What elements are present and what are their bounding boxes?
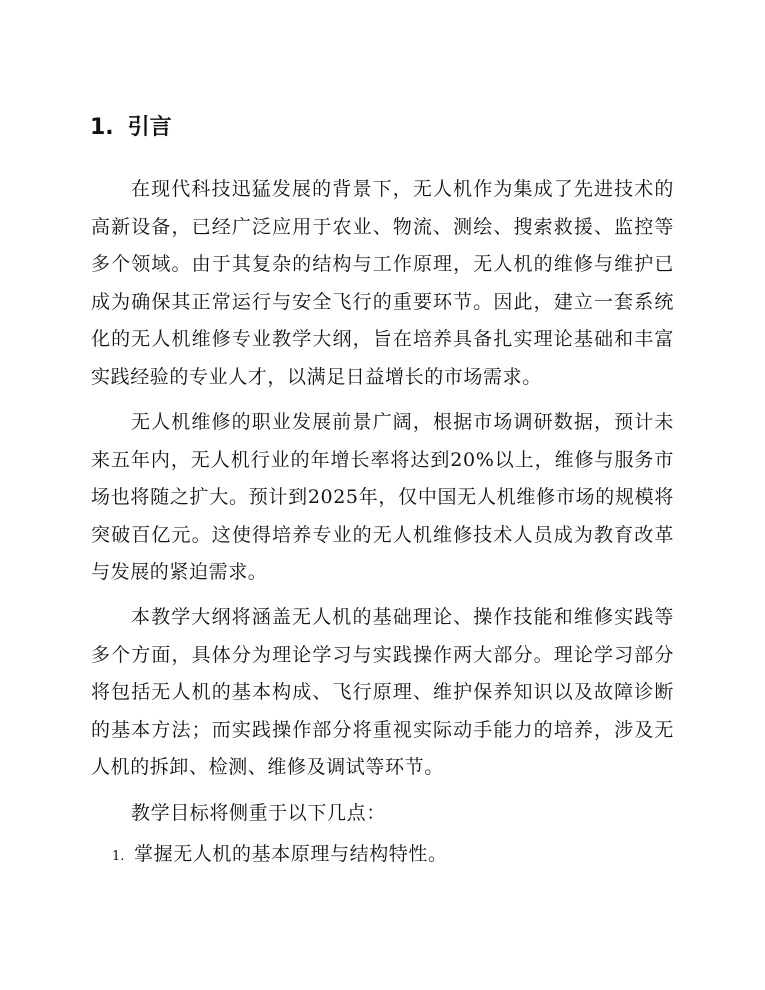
section-title: 引言 (127, 115, 172, 140)
section-number: 1. (90, 115, 114, 140)
paragraph-career-prospects: 无人机维修的职业发展前景广阔，根据市场调研数据，预计未来五年内，无人机行业的年增长率将达到20%以上，维修与服务市场也将随之扩大。预计到2025年，仅中国无人机维修市场的规模将突破百亿元。这使得培养专业的无人机维修技术人员成为教育改革与发展的紧迫需求。 (91, 411, 674, 583)
paragraph-background: 在现代科技迅猛发展的背景下，无人机作为集成了先进技术的高新设备，已经广泛应用于农业、物流、测绘、搜索救援、监控等多个领域。由于其复杂的结构与工作原理，无人机的维修与维护已成为确保其正常运行与安全飞行的重要环节。因此，建立一套系统化的无人机维修专业教学大纲，旨在培养具备扎实理论基础和丰富实践经验的专业人才，以满足日益增长的市场需求。 (91, 178, 674, 388)
paragraph-teaching-goals-intro: 教学目标将侧重于以下几点： (131, 802, 386, 824)
list-item (112, 836, 448, 876)
list-item-marker: 1. (112, 849, 125, 864)
paragraph-syllabus-scope: 本教学大纲将涵盖无人机的基础理论、操作技能和维修实践等多个方面，具体分为理论学习与实践操作两大部分。理论学习部分将包括无人机的基本构成、飞行原理、维护保养知识以及故障诊断的基本方法；而实践操作部分将重视实际动手能力的培养，涉及无人机的拆卸、检测、维修及调试等环节。 (91, 606, 674, 778)
section-heading (90, 112, 172, 144)
list-item-text: 掌握无人机的基本原理与结构特性。 (134, 843, 448, 865)
